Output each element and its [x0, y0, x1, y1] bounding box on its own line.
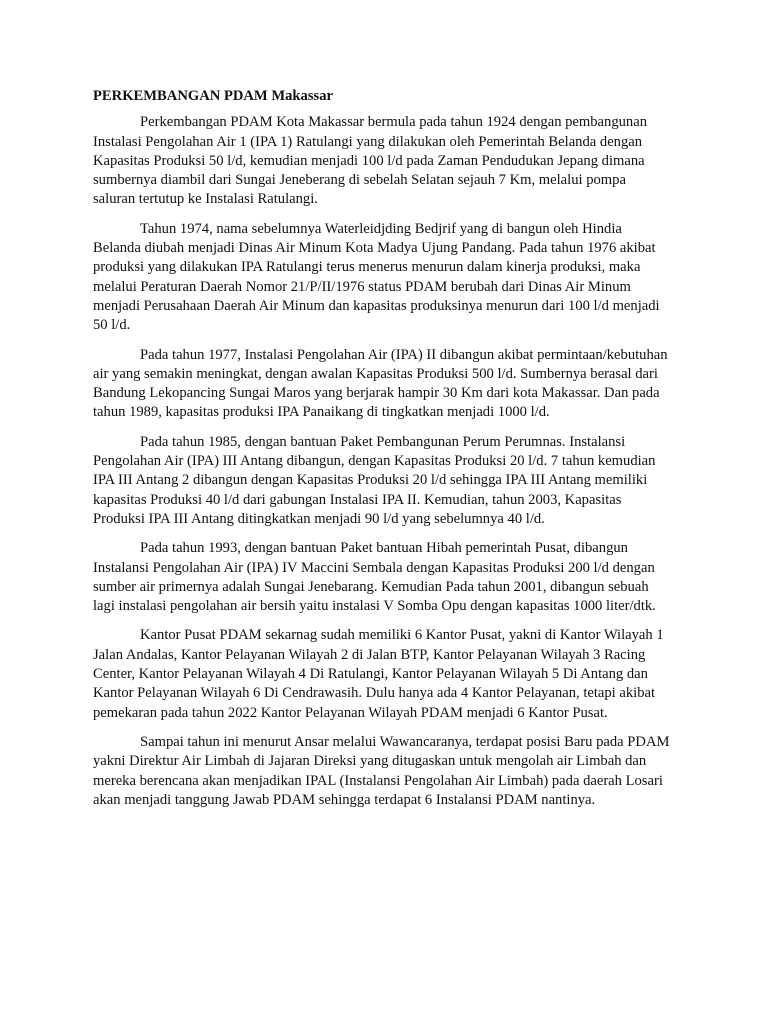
paragraph-7: Sampai tahun ini menurut Ansar melalui Wawancaranya, terdapat posisi Baru pada PDAM yakni Direktur Air Limbah di Jajaran Direksi yang ditugaskan untuk mengolah air Limbah dan mereka berencana akan menjadikan IPAL (Instalansi Pengolahan Air Limbah) pada daerah Losari akan menjadi tanggung Jawab PDAM sehingga terdapat 6 Instalansi PDAM nantinya. — [93, 733, 670, 808]
document-title: PERKEMBANGAN PDAM Makassar — [93, 88, 333, 104]
paragraph-6: Kantor Pusat PDAM sekarnag sudah memiliki 6 Kantor Pusat, yakni di Kantor Wilayah 1 Jalan Andalas, Kantor Pelayanan Wilayah 2 di Jalan BTP, Kantor Pelayanan Wilayah 3 Racing Center, Kantor Pelayanan Wilayah 4 Di Ratulangi, Kantor Pelayanan Wilayah 5 Di Antang dan Kantor Pelayanan Wilayah 6 Di Cendrawasih. Dulu hanya ada 4 Kantor Pelayanan, tetapi akibat pemekaran pada tahun 2022 Kantor Pelayanan Wilayah PDAM menjadi 6 Kantor Pusat. — [93, 627, 664, 721]
paragraph-1: Perkembangan PDAM Kota Makassar bermula pada tahun 1924 dengan pembangunan Instalasi Pengolahan Air 1 (IPA 1) Ratulangi yang dilakukan oleh Pemerintah Belanda dengan Kapasitas Produksi 50 l/d, kemudian menjadi 100 l/d pada Zaman Pendudukan Jepang dimana sumbernya diambil dari Sungai Jeneberang di sebelah Selatan sejauh 7 Km, melalui pompa saluran tertutup ke Instalasi Ratulangi. — [93, 114, 647, 208]
paragraph-2: Tahun 1974, nama sebelumnya Waterleidjding Bedjrif yang di bangun oleh Hindia Belanda diubah menjadi Dinas Air Minum Kota Madya Ujung Pandang. Pada tahun 1976 akibat produksi yang dilakukan IPA Ratulangi terus menerus menurun dalam kinerja produksi, maka melalui Peraturan Daerah Nomor 21/P/II/1976 status PDAM berubah dari Dinas Air Minum menjadi Perusahaan Daerah Air Minum dan kapasitas produksinya menurun dari 100 l/d menjadi 50 l/d. — [93, 220, 660, 334]
paragraph-5: Pada tahun 1993, dengan bantuan Paket bantuan Hibah pemerintah Pusat, dibangun Instalansi Pengolahan Air (IPA) IV Maccini Sembala dengan Kapasitas Produksi 200 l/d dengan sumber air primernya adalah Sungai Jenebarang. Kemudian Pada tahun 2001, dibangun sebuah lagi instalasi pengolahan air bersih yaitu instalasi V Somba Opu dengan kapasitas 1000 liter/dtk. — [93, 540, 656, 615]
document-body — [93, 87, 671, 820]
paragraph-3: Pada tahun 1977, Instalasi Pengolahan Air (IPA) II dibangun akibat permintaan/kebutuhan air yang semakin meningkat, dengan awalan Kapasitas Produksi 500 l/d. Sumbernya berasal dari Bandung Lekopancing Sungai Maros yang berjarak hampir 30 Km dari kota Makassar. Dan pada tahun 1989, kapasitas produksi IPA Panaikang di tingkatkan menjadi 1000 l/d. — [93, 346, 668, 421]
paragraph-4: Pada tahun 1985, dengan bantuan Paket Pembangunan Perum Perumnas. Instalansi Pengolahan Air (IPA) III Antang dibangun, dengan Kapasitas Produksi 20 l/d. 7 tahun kemudian IPA III Antang 2 dibangun dengan Kapasitas Produksi 20 l/d sehingga IPA III Antang memiliki kapasitas Produksi 40 l/d dari gabungan Instalasi IPA II. Kemudian, tahun 2003, Kapasitas Produksi IPA III Antang ditingkatkan menjadi 90 l/d yang sebelumnya 40 l/d. — [93, 433, 656, 527]
